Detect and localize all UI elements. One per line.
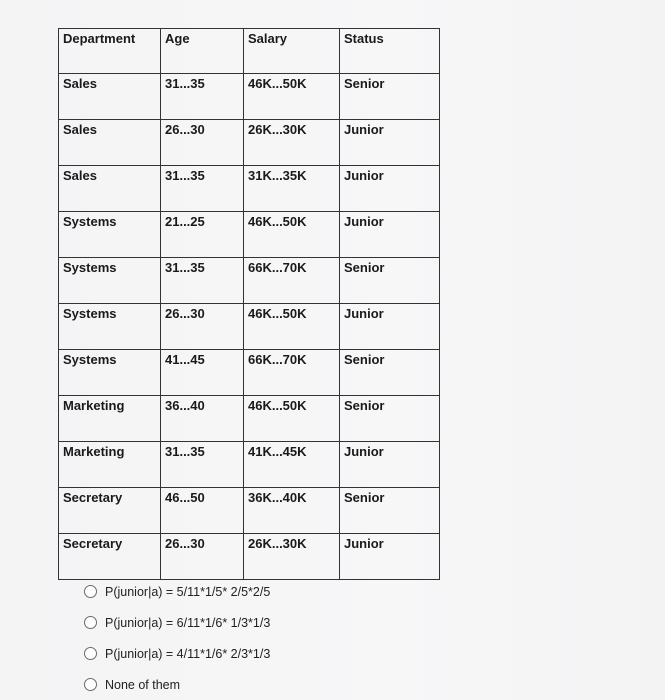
radio-button[interactable] bbox=[84, 616, 97, 629]
salary-cell: 66K...70K bbox=[244, 258, 340, 304]
table-row bbox=[59, 350, 440, 396]
department-cell: Marketing bbox=[59, 396, 161, 442]
salary-cell: 26K...30K bbox=[244, 534, 340, 580]
table-row bbox=[59, 74, 440, 120]
column-header-status: Status bbox=[340, 29, 440, 74]
department-cell: Systems bbox=[59, 304, 161, 350]
answer-option-label: P(junior|a) = 6/11*1/6* 1/3*1/3 bbox=[105, 615, 271, 630]
status-cell: Junior bbox=[340, 442, 440, 488]
column-header-salary: Salary bbox=[244, 29, 340, 74]
department-cell: Systems bbox=[59, 212, 161, 258]
department-cell: Marketing bbox=[59, 442, 161, 488]
salary-cell: 36K...40K bbox=[244, 488, 340, 534]
radio-button[interactable] bbox=[84, 585, 97, 598]
table-row bbox=[59, 166, 440, 212]
answer-option-label: None of them bbox=[105, 677, 181, 692]
age-cell: 46...50 bbox=[161, 488, 244, 534]
department-cell: Secretary bbox=[59, 488, 161, 534]
table-row bbox=[59, 442, 440, 488]
radio-button[interactable] bbox=[84, 678, 97, 691]
table-header-row bbox=[59, 29, 440, 74]
age-cell: 31...35 bbox=[161, 258, 244, 304]
answer-option-label: P(junior|a) = 5/11*1/5* 2/5*2/5 bbox=[105, 584, 271, 599]
column-header-age: Age bbox=[161, 29, 244, 74]
table-row bbox=[59, 258, 440, 304]
department-cell: Sales bbox=[59, 74, 161, 120]
age-cell: 26...30 bbox=[161, 304, 244, 350]
status-cell: Junior bbox=[340, 120, 440, 166]
table-row bbox=[59, 488, 440, 534]
table-row bbox=[59, 212, 440, 258]
status-cell: Senior bbox=[340, 258, 440, 304]
status-cell: Junior bbox=[340, 166, 440, 212]
age-cell: 31...35 bbox=[161, 74, 244, 120]
salary-cell: 46K...50K bbox=[244, 304, 340, 350]
age-cell: 21...25 bbox=[161, 212, 244, 258]
age-cell: 31...35 bbox=[161, 442, 244, 488]
answer-options bbox=[84, 576, 270, 700]
radio-button[interactable] bbox=[84, 647, 97, 660]
salary-cell: 66K...70K bbox=[244, 350, 340, 396]
age-cell: 26...30 bbox=[161, 534, 244, 580]
salary-cell: 46K...50K bbox=[244, 396, 340, 442]
status-cell: Junior bbox=[340, 534, 440, 580]
column-header-department: Department bbox=[59, 29, 161, 74]
age-cell: 26...30 bbox=[161, 120, 244, 166]
table-body bbox=[59, 74, 440, 580]
salary-cell: 26K...30K bbox=[244, 120, 340, 166]
salary-cell: 46K...50K bbox=[244, 74, 340, 120]
answer-option[interactable] bbox=[84, 576, 270, 607]
department-cell: Systems bbox=[59, 258, 161, 304]
department-cell: Sales bbox=[59, 166, 161, 212]
status-cell: Senior bbox=[340, 74, 440, 120]
salary-cell: 31K...35K bbox=[244, 166, 340, 212]
status-cell: Senior bbox=[340, 488, 440, 534]
status-cell: Senior bbox=[340, 350, 440, 396]
age-cell: 36...40 bbox=[161, 396, 244, 442]
table-row bbox=[59, 396, 440, 442]
answer-option[interactable] bbox=[84, 638, 270, 669]
answer-option[interactable] bbox=[84, 607, 270, 638]
table-row bbox=[59, 304, 440, 350]
department-cell: Secretary bbox=[59, 534, 161, 580]
status-cell: Senior bbox=[340, 396, 440, 442]
salary-cell: 41K...45K bbox=[244, 442, 340, 488]
age-cell: 41...45 bbox=[161, 350, 244, 396]
answer-option-label: P(junior|a) = 4/11*1/6* 2/3*1/3 bbox=[105, 646, 271, 661]
data-table bbox=[58, 28, 440, 580]
answer-option[interactable] bbox=[84, 669, 270, 700]
age-cell: 31...35 bbox=[161, 166, 244, 212]
table-row bbox=[59, 534, 440, 580]
status-cell: Junior bbox=[340, 212, 440, 258]
department-cell: Systems bbox=[59, 350, 161, 396]
salary-cell: 46K...50K bbox=[244, 212, 340, 258]
table-row bbox=[59, 120, 440, 166]
department-cell: Sales bbox=[59, 120, 161, 166]
status-cell: Junior bbox=[340, 304, 440, 350]
